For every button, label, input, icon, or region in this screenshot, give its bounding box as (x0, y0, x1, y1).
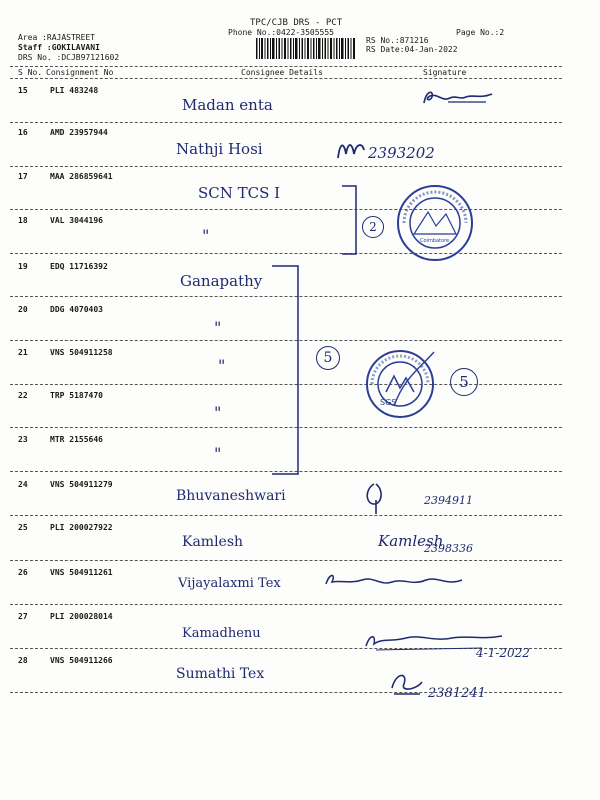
column-header-sno: S No. (18, 68, 43, 77)
signature-number-row-28: 2381241 (428, 686, 486, 701)
row-serial: 17 (18, 172, 28, 181)
stamp-count-b (450, 368, 478, 396)
row-consignment: VNS 504911258 (50, 348, 113, 357)
group-count-b (316, 346, 340, 370)
row-consignment: PLI 200028014 (50, 612, 113, 621)
row-consignment: DDG 4070403 (50, 305, 103, 314)
row-divider (10, 122, 562, 123)
row-serial: 25 (18, 523, 28, 532)
row-consignment: AMD 23957944 (50, 128, 108, 137)
row-serial: 18 (18, 216, 28, 225)
header-divider-top (10, 66, 562, 67)
row-consignee: Nathji Hosi (176, 140, 263, 158)
row-divider (10, 166, 562, 167)
stamp-count-b-value: 5 (459, 373, 469, 391)
signature-number-row-25: 2398336 (424, 542, 473, 555)
row-consignee: SCN TCS I (198, 184, 281, 202)
column-header-signature: Signature (423, 68, 467, 77)
rs-date: RS Date:04-Jan-2022 (366, 45, 458, 54)
row-serial: 26 (18, 568, 28, 577)
signature-number-row-24: 2394911 (424, 494, 473, 507)
row-consignee: " (218, 356, 226, 375)
row-divider (10, 209, 562, 210)
row-divider (10, 560, 562, 561)
signature-date-row-27: 4-1-2022 (476, 646, 530, 660)
row-consignment: PLI 483248 (50, 86, 99, 95)
row-consignee: " (202, 226, 210, 245)
row-consignee: " (214, 318, 222, 337)
row-consignment: TRP 5187470 (50, 391, 103, 400)
row-consignment: VAL 3044196 (50, 216, 103, 225)
row-consignment: MAA 286859641 (50, 172, 113, 181)
group-count-b-value: 5 (323, 350, 333, 366)
barcode (256, 38, 356, 59)
row-divider (10, 604, 562, 605)
row-consignee: Madan enta (182, 96, 273, 114)
row-serial: 20 (18, 305, 28, 314)
signature-row-28 (386, 668, 426, 698)
row-consignment: PLI 200027922 (50, 523, 113, 532)
header-divider-bottom (10, 78, 562, 79)
row-consignee: " (214, 403, 222, 422)
company-stamp-1 (394, 182, 476, 264)
row-serial: 28 (18, 656, 28, 665)
company-stamp-2 (364, 348, 436, 420)
column-header-consignment: Consignment No (46, 68, 114, 77)
group-count-a (362, 216, 384, 238)
row-consignment: VNS 504911279 (50, 480, 113, 489)
area-label: Area :RAJASTREET (18, 33, 96, 42)
signature-row-15 (420, 86, 500, 108)
rs-number: RS No.:871216 (366, 36, 429, 45)
stamp-1-label: Coimbatore (420, 238, 450, 244)
group-count-a-value: 2 (369, 220, 377, 234)
drs-number: DRS No. :DCJB97121602 (18, 53, 120, 62)
row-consignee: Kamadhenu (182, 626, 261, 641)
staff-label: Staff :GOKILAVANI (18, 43, 100, 52)
row-consignee: Ganapathy (180, 272, 263, 290)
row-consignee: Vijayalaxmi Tex (178, 576, 281, 591)
row-consignee: Kamlesh (182, 534, 244, 550)
row-consignment: VNS 504911266 (50, 656, 113, 665)
row-serial: 21 (18, 348, 28, 357)
row-divider (10, 515, 562, 516)
row-consignment: EDQ 11716392 (50, 262, 108, 271)
row-serial: 23 (18, 435, 28, 444)
group-bracket-a (340, 180, 364, 260)
row-serial: 19 (18, 262, 28, 271)
row-consignee: Bhuvaneshwari (176, 488, 286, 504)
row-divider (10, 253, 562, 254)
row-consignee: " (214, 444, 222, 463)
row-serial: 15 (18, 86, 28, 95)
signature-row-24 (362, 480, 392, 516)
row-serial: 16 (18, 128, 28, 137)
document-title: TPC/CJB DRS - PCT (250, 18, 343, 28)
row-consignment: MTR 2155646 (50, 435, 103, 444)
phone-number: Phone No.:0422-3505555 (228, 28, 334, 37)
signature-name-row-25: Kamlesh (378, 532, 444, 550)
row-consignee: Sumathi Tex (176, 666, 265, 682)
stamp-2-label: SGS (380, 398, 397, 407)
row-serial: 22 (18, 391, 28, 400)
signature-row-26 (322, 570, 472, 594)
row-serial: 24 (18, 480, 28, 489)
row-serial: 27 (18, 612, 28, 621)
group-bracket-b (270, 262, 310, 478)
row-consignment: VNS 504911261 (50, 568, 113, 577)
column-header-details: Consignee Details (241, 68, 323, 77)
signature-number-row-16: 2393202 (368, 144, 435, 162)
page-number: Page No.:2 (456, 28, 505, 37)
